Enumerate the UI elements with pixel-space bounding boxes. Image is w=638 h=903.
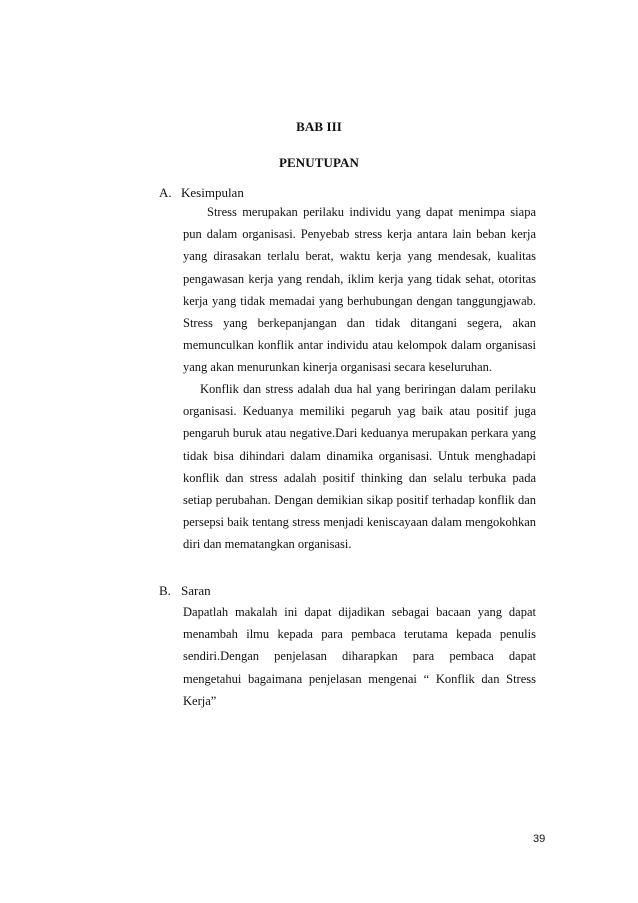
section-title: Saran — [181, 583, 211, 598]
section-title: Kesimpulan — [181, 185, 244, 200]
section-heading-conclusion — [159, 185, 244, 201]
suggestion-paragraph: Dapatlah makalah ini dapat dijadikan sebagai bacaan yang dapat menambah ilmu kepada para pembaca terutama kepada penulis sendiri.Dengan penjelasan diharapkan para pembaca dapat mengetahui bagaimana penjelasan mengenai “ Konflik dan Stress Kerja” — [183, 605, 536, 708]
section-marker: B. — [159, 583, 171, 598]
chapter-title: PENUTUPAN — [278, 155, 360, 170]
chapter-label: BAB III — [296, 119, 342, 134]
conclusion-paragraph-2: Konflik dan stress adalah dua hal yang beriringan dalam perilaku organisasi. Keduanya memiliki pegaruh yag baik atau positif juga pengaruh buruk atau negative.Dari keduanya merupakan perkara yang tidak bisa dihindari dalam dinamika organisasi. Untuk menghadapi konflik dan stress adalah positif thinking dan selalu terbuka pada setiap perubahan. Dengan demikian sikap positif terhadap konflik dan persepsi baik tentang stress menjadi keniscayaan dalam mengokohkan diri dan mematangkan organisasi. — [183, 382, 536, 552]
section-marker: A. — [159, 185, 172, 200]
conclusion-paragraph-1: Stress merupakan perilaku individu yang dapat menimpa siapa pun dalam organisasi. Penyebab stress kerja antara lain beban kerja yang dirasakan terlalu berat, waktu kerja yang mendesak, kualitas pengawasan kerja yang rendah, iklim kerja yang tidak sehat, otoritas kerja yang tidak memadai yang berhubungan dengan tanggungjawab. Stress yang berkepanjangan dan tidak ditangani segera, akan memunculkan konflik antar individu atau kelompok dalam organisasi yang akan menurunkan kinerja organisasi secara keseluruhan. — [183, 205, 536, 375]
page-number: 39 — [533, 833, 546, 845]
section-heading-suggestion — [159, 583, 211, 599]
